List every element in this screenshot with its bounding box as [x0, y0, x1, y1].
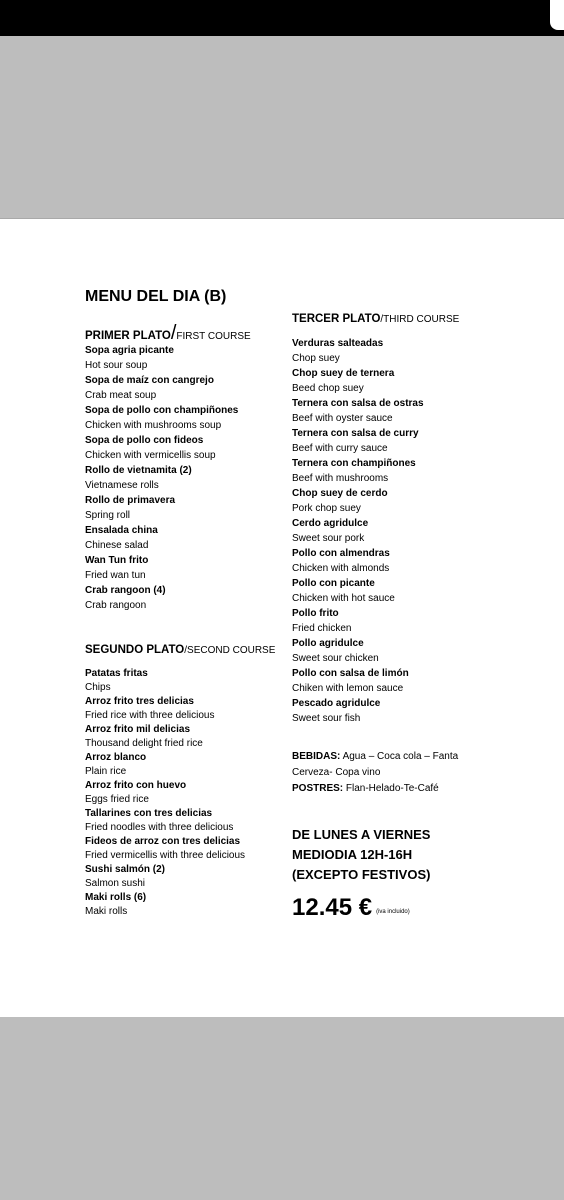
dish-name: Ternera con champiñones [292, 458, 416, 469]
second-course-label-es: SEGUNDO PLATO [85, 644, 185, 656]
dish-name: Sopa de pollo con champiñones [85, 405, 239, 416]
menu-title: MENU DEL DIA (B) [85, 288, 227, 305]
third-course-list [292, 336, 424, 726]
dish-translation: Beef with curry sauce [292, 443, 388, 454]
dish-translation: Sweet sour pork [292, 533, 365, 544]
dish-translation: Sweet sour fish [292, 713, 361, 724]
dish-translation: Chips [85, 682, 111, 693]
dish-translation: Pork chop suey [292, 503, 361, 514]
dish-translation: Crab meat soup [85, 390, 157, 401]
dish-translation: Eggs fried rice [85, 794, 149, 805]
dish-name: Rollo de primavera [85, 495, 176, 506]
bottom-gray-area [0, 1017, 564, 1200]
dish-translation: Sweet sour chicken [292, 653, 379, 664]
dish-name: Patatas fritas [85, 668, 148, 679]
second-course-slash: / [184, 645, 188, 656]
dish-translation: Chicken with almonds [292, 563, 390, 574]
dish-name: Cerdo agridulce [292, 518, 369, 529]
third-course-heading [292, 313, 459, 325]
dish-translation: Spring roll [85, 510, 131, 521]
dish-name: Pescado agridulce [292, 698, 381, 709]
dish-translation: Chiken with lemon sauce [292, 683, 404, 694]
dish-translation: Fried noodles with three delicious [85, 822, 234, 833]
dish-translation: Hot sour soup [85, 360, 148, 371]
dish-translation: Salmon sushi [85, 878, 146, 889]
dish-translation: Thousand delight fried rice [85, 738, 203, 749]
dish-translation: Chicken with hot sauce [292, 593, 395, 604]
status-indicator [550, 0, 564, 30]
schedule-exception: (EXCEPTO FESTIVOS) [292, 867, 431, 882]
desserts-line [292, 781, 458, 797]
desserts-text: Flan-Helado-Te-Café [343, 783, 439, 794]
dish-name: Ternera con salsa de curry [292, 428, 419, 439]
dish-name: Sopa agria picante [85, 345, 174, 356]
dish-name: Pollo con almendras [292, 548, 390, 559]
dish-name: Maki rolls (6) [85, 892, 147, 903]
dish-name: Sopa de pollo con fideos [85, 435, 204, 446]
dish-name: Chop suey de ternera [292, 368, 395, 379]
drinks-text: Agua – Coca cola – Fanta [340, 751, 459, 762]
dish-translation: Chicken with mushrooms soup [85, 420, 222, 431]
drinks-desserts-block [292, 749, 458, 797]
dish-name: Arroz blanco [85, 752, 147, 763]
dish-name: Ensalada china [85, 525, 158, 536]
dish-translation: Fried vermicellis with three delicious [85, 850, 246, 861]
dish-name: Verduras salteadas [292, 338, 384, 349]
dish-translation: Chinese salad [85, 540, 149, 551]
dish-translation: Vietnamese rolls [85, 480, 159, 491]
dish-name: Wan Tun frito [85, 555, 149, 566]
dish-translation: Beed chop suey [292, 383, 364, 394]
dish-translation: Maki rolls [85, 906, 128, 917]
dish-translation: Chicken with vermicellis soup [85, 450, 216, 461]
dish-translation: Beef with oyster sauce [292, 413, 393, 424]
status-bar [0, 0, 564, 36]
second-course-heading [85, 644, 275, 656]
dish-name: Tallarines con tres delicias [85, 808, 213, 819]
dish-name: Arroz frito con huevo [85, 780, 187, 791]
second-course-label-en: SECOND COURSE [187, 645, 276, 656]
price-note: (iva incluido) [376, 909, 410, 915]
third-course-label-en: THIRD COURSE [383, 314, 460, 325]
third-course-slash: / [380, 314, 384, 325]
dish-translation: Beef with mushrooms [292, 473, 389, 484]
dish-translation: Fried chicken [292, 623, 352, 634]
first-course-slash: / [170, 322, 177, 344]
dish-name: Crab rangoon (4) [85, 585, 166, 596]
third-course-label-es: TERCER PLATO [292, 313, 381, 325]
schedule-days: DE LUNES A VIERNES [292, 827, 431, 842]
drinks-line [292, 749, 458, 765]
dish-translation: Plain rice [85, 766, 127, 777]
schedule-block [292, 825, 430, 885]
dish-name: Fideos de arroz con tres delicias [85, 836, 241, 847]
first-course-list [85, 343, 238, 613]
desserts-label: POSTRES: [292, 783, 344, 794]
dish-translation: Crab rangoon [85, 600, 147, 611]
dish-name: Pollo frito [292, 608, 339, 619]
second-course-list [85, 667, 245, 919]
dish-name: Sushi salmón (2) [85, 864, 166, 875]
first-course-label-es: PRIMER PLATO [85, 330, 171, 342]
drinks-line-2: Cerveza- Copa vino [292, 767, 381, 778]
dish-name: Pollo con picante [292, 578, 375, 589]
dish-name: Pollo agridulce [292, 638, 364, 649]
dish-name: Arroz frito tres delicias [85, 696, 194, 707]
dish-translation: Fried rice with three delicious [85, 710, 215, 721]
dish-name: Pollo con salsa de limón [292, 668, 409, 679]
dish-name: Chop suey de cerdo [292, 488, 388, 499]
dish-name: Rollo de vietnamita (2) [85, 465, 192, 476]
top-gray-area [0, 36, 564, 218]
price-amount: 12.45 € [292, 894, 373, 921]
first-course-heading [85, 322, 251, 345]
dish-translation: Chop suey [292, 353, 340, 364]
first-course-label-en: FIRST COURSE [176, 331, 251, 342]
price-block [292, 894, 410, 922]
dish-name: Sopa de maíz con cangrejo [85, 375, 214, 386]
dish-name: Arroz frito mil delicias [85, 724, 191, 735]
schedule-hours: MEDIODIA 12H-16H [292, 847, 413, 862]
dish-translation: Fried wan tun [85, 570, 146, 581]
dish-name: Ternera con salsa de ostras [292, 398, 424, 409]
drinks-label: BEBIDAS: [292, 751, 341, 762]
